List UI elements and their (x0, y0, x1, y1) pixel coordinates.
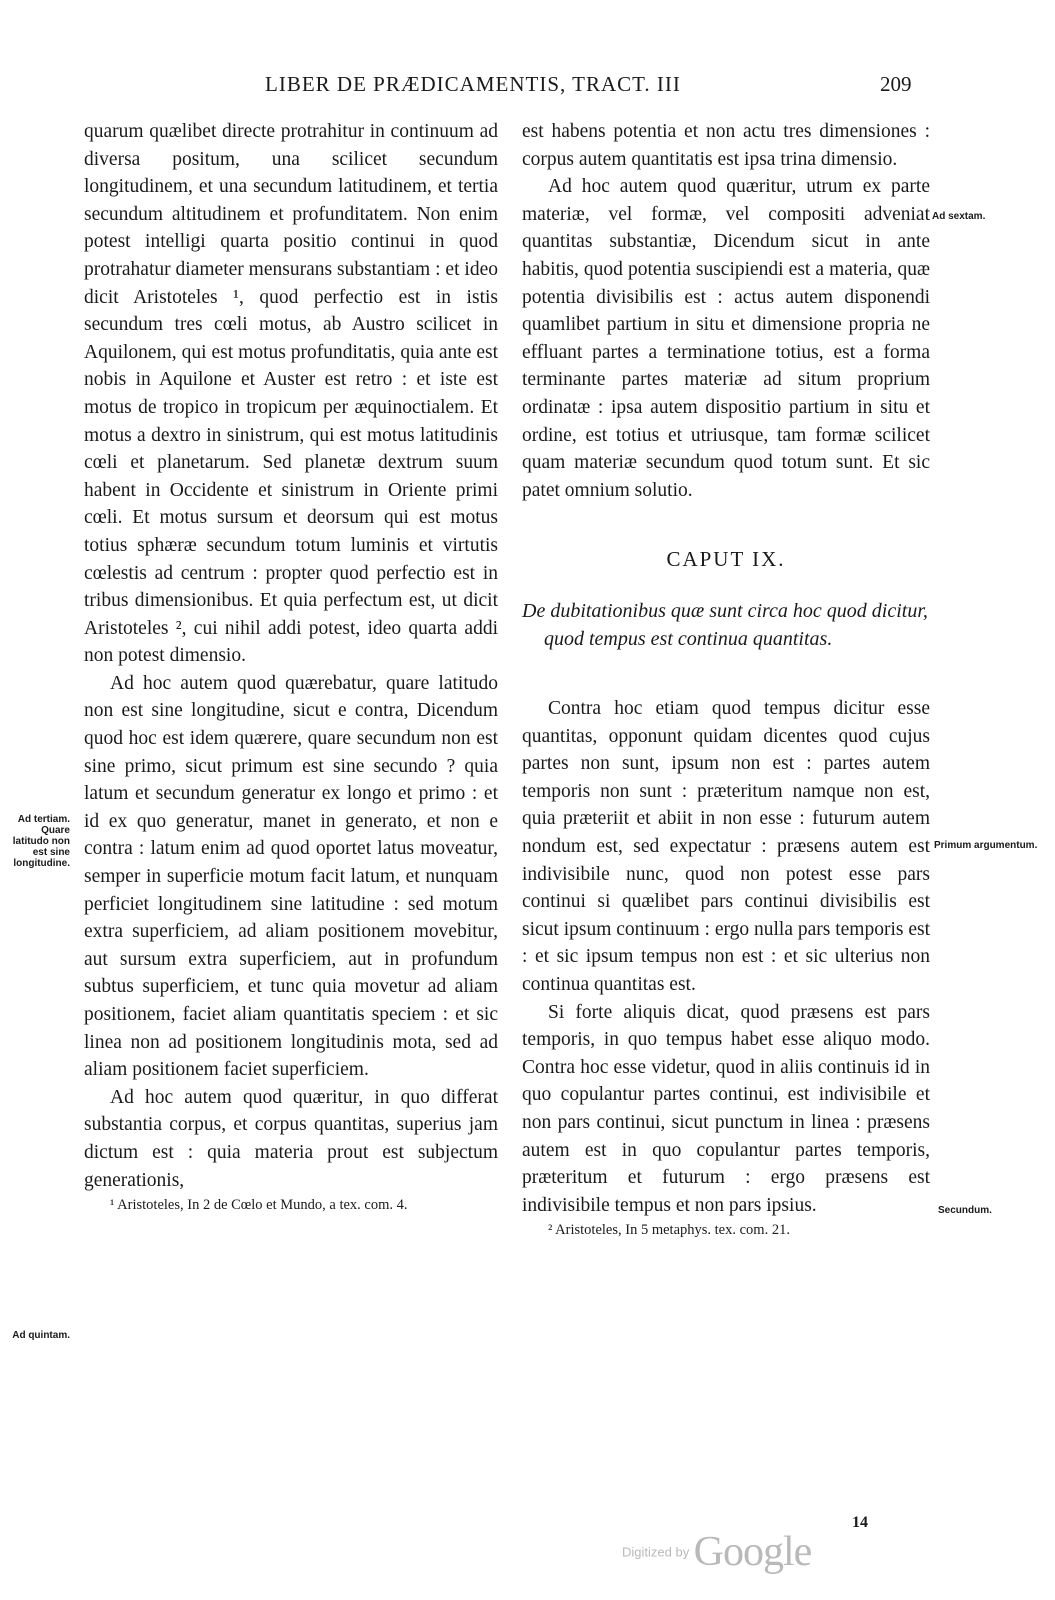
footnote: ¹ Aristoteles, In 2 de Cœlo et Mundo, a tex. com. 4. (110, 1197, 408, 1214)
left-column (84, 118, 498, 1216)
chapter-subtitle: De dubitationibus quæ sunt circa hoc quod dicitur, quod tempus est continua quantitas. (522, 599, 928, 650)
google-logo: Google (693, 1529, 812, 1575)
paragraph: Contra hoc etiam quod tempus dicitur esse quantitas, opponunt quidam dicentes quod cujus partes non sunt, ipsum non est : partes autem temporis non sunt : præteritum namque non est, quia præteriit et abiit in non esse : futurum autem nondum est, sed expectatur : præsens autem est indivisibile nunc, quod non potest esse pars continui si quælibet pars continui divisibilis est sicut ipsum continuum : ergo nulla pars temporis est : et sic ipsum tempus non est : et sic ulterius non continua quantitas est. (522, 698, 931, 996)
margin-note-secundum: Secundum. (938, 1205, 992, 1216)
watermark-prefix: Digitized by (622, 1544, 690, 1560)
margin-note-primum: Primum argumentum. (934, 840, 1038, 851)
paragraph: est habens potentia et non actu tres dimensiones : corpus autem quantitatis est ipsa trina dimensio. (522, 121, 930, 170)
chapter-heading: CAPUT IX. (666, 547, 786, 572)
paragraph: Ad hoc autem quod quærebatur, quare latitudo non est sine longitudine, sicut e contra, Dicendum quod hoc est idem quærere, quare secundum non est sine primo, sicut primum est sine secundo ? quia latum et secundum generatur ex longo et primo : et id ex quo generatur, manet in generato, et non e contra : latum enim ad quod oportet latus moveatur, semper in superficie motum facit latum, et nunquam perficiet longitudinem sine latitudine : sed motum extra superficiem, ad aliam positionem movebitur, aut sursum extra superficiem, aut in profundum subtus superficiem, et tunc quia movetur ad aliam positionem, faciet aliam quantitatis speciem : et sic linea non ad positionem longitudinis mota, sed ad aliam positionem faciet superficiem. (84, 672, 498, 1081)
margin-note-tertiam: Ad tertiam. Quare latitudo non est sine longitudine. (12, 814, 70, 869)
paragraph: Ad hoc autem quod quæritur, utrum ex parte materiæ, vel formæ, vel compositi adveniat quantitas substantiæ, Dicendum sicut in ante habitis, quod potentia suscipiendi est a materia, quæ potentia divisibilis est : actus autem disponendi quamlibet partium in situ et dimensione propria ne effluant partes a terminatione totius, est a forma terminante partes materiæ ad situm proprium ordinatæ : ipsa autem dispositio partium in situ et ordine, est totius et utriusque, tam formæ scilicet quam materiæ secundum quod totum sunt. Et sic patet omnium solutio. (522, 176, 930, 501)
right-column (522, 118, 930, 1241)
margin-note-quintam: Ad quintam. (12, 1330, 70, 1341)
paragraph: Si forte aliquis dicat, quod præsens est pars temporis, in quo tempus habet esse aliquo modo. Contra hoc esse videtur, quod in aliis continuis id in quo copulantur partes continui, est indivisibile et non pars continui, sicut punctum in linea : præsens autem est in quo copulantur partes temporis, præteritum et futurum : ergo præsens est indivisibile tempus et non pars ipsius. (522, 1001, 930, 1216)
footnote: ² Aristoteles, In 5 metaphys. tex. com. 21. (548, 1222, 790, 1239)
paragraph: quarum quælibet directe protrahitur in continuum ad diversa positum, una scilicet secundum longitudinem, et una secundum latitudinem, et tertia secundum altitudinem et profunditatem. Non enim potest intelligi quarta positio continui in quod protrahatur diameter mensurans substantiam : et ideo dicit Aristoteles ¹, quod perfectio est in istis secundum tres cœli motus, ab Austro scilicet in Aquilonem, qui est motus profunditatis, quia ante est nobis in Aquilone et Auster est retro : et iste est motus de tropico in tropicum per æquinoctialem. Et motus a dextro in sinistrum, qui est motus latitudinis cœli et planetarum. Sed planetæ dextrum suum habent in Occidente et sinistrum in Oriente primi cœli. Et motus sursum et deorsum qui est motus totius sphæræ secundum totum luminis et virtutis cœlestis ad centrum : propter quod perfectio est in tribus dimensionibus. Et quia perfectum est, ut dicit Aristoteles ², cui nihil addi potest, ideo quarta addi non potest dimensio. (84, 121, 498, 667)
page-number: 209 (880, 72, 912, 96)
paragraph: Ad hoc autem quod quæritur, in quo differat substantia corpus, et corpus quantitas, superius jam dictum est : quia materia prout est subjectum generationis, (84, 1086, 498, 1191)
digitized-watermark (622, 1528, 811, 1576)
margin-note-sextam: Ad sextam. (932, 211, 986, 222)
running-title: LIBER DE PRÆDICAMENTIS, TRACT. III (265, 72, 681, 96)
running-head (0, 72, 1055, 102)
signature-mark: 14 (852, 1514, 868, 1531)
